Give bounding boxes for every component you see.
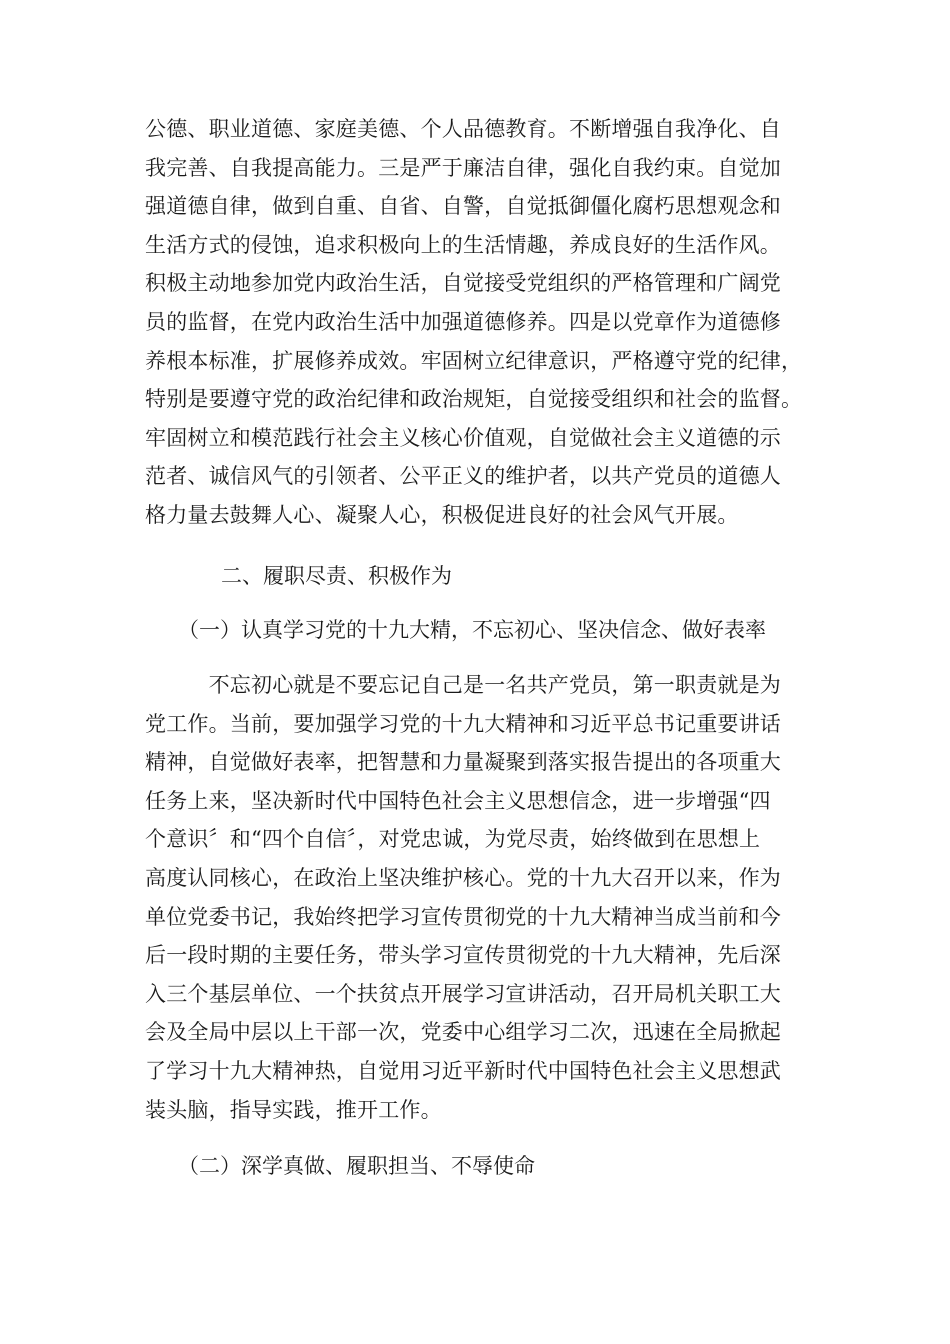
text-line: 养根本标准，扩展修养成效。牢固树立纪律意识，严格遵守党的纪律， [145, 348, 803, 373]
subsection-heading: （一）认真学习党的十九大精，不忘初心、坚决信念、做好表率 [178, 618, 766, 642]
text-line: 任务上来，坚决新时代中国特色社会主义思想信念，进一步增强“四 [145, 788, 771, 813]
text-line: 不忘初心就是不要忘记自己是一名共产党员，第一职责就是为 [145, 673, 781, 697]
text-line: 牢固树立和模范践行社会主义核心价值观，自觉做社会主义道德的示 [145, 425, 781, 450]
text-line: 高度认同核心，在政治上坚决维护核心。党的十九大召开以来，作为 [145, 865, 781, 890]
body-paragraph [145, 110, 810, 535]
text-line: 格力量去鼓舞人心、凝聚人心，积极促进良好的社会风气开展。 [145, 502, 739, 527]
text-line: 党工作。当前，要加强学习党的十九大精神和习近平总书记重要讲话 [145, 711, 781, 736]
text-line: 员的监督，在党内政治生活中加强道德修养。四是以党章作为道德修 [145, 309, 781, 334]
text-line: 生活方式的侵蚀，追求积极向上的生活情趣，养成良好的生活作风。 [145, 232, 781, 257]
body-paragraph [145, 666, 810, 1129]
section-heading: 二、履职尽责、积极作为 [221, 564, 452, 588]
text-line: 装头脑，指导实践，推开工作。 [145, 1097, 442, 1122]
text-line: 入三个基层单位、一个扶贫点开展学习宣讲活动，召开局机关职工大 [145, 981, 781, 1006]
text-line: 积极主动地参加党内政治生活，自觉接受党组织的严格管理和广阔党 [145, 271, 781, 296]
text-line: 单位党委书记，我始终把学习宣传贯彻党的十九大精神当成当前和今 [145, 904, 781, 929]
text-line: 范者、诚信风气的引领者、公平正义的维护者，以共产党员的道德人 [145, 464, 781, 489]
text-line: 会及全局中层以上干部一次，党委中心组学习二次，迅速在全局掀起 [145, 1020, 781, 1045]
text-line: 个意识〞和“四个自信〞，对党忠诚，为党尽责，始终做到在思想上 [145, 827, 761, 852]
text-line: 公德、职业道德、家庭美德、个人品德教育。不断增强自我净化、自 [145, 117, 781, 141]
text-line: 了学习十九大精神热，自觉用习近平新时代中国特色社会主义思想武 [145, 1058, 781, 1083]
subsection-heading: （二）深学真做、履职担当、不辱使命 [178, 1154, 535, 1178]
text-line: 后一段时期的主要任务，带头学习宣传贯彻党的十九大精神，先后深 [145, 943, 781, 968]
text-line: 精神，自觉做好表率，把智慧和力量凝聚到落实报告提出的各项重大 [145, 750, 781, 775]
text-line: 我完善、自我提高能力。三是严于廉洁自律，强化自我约束。自觉加 [145, 155, 781, 180]
text-line: 强道德自律，做到自重、自省、自警，自觉抵御僵化腐朽思想观念和 [145, 194, 781, 219]
text-line: 特别是要遵守党的政治纪律和政治规矩，自觉接受组织和社会的监督。 [145, 387, 803, 412]
